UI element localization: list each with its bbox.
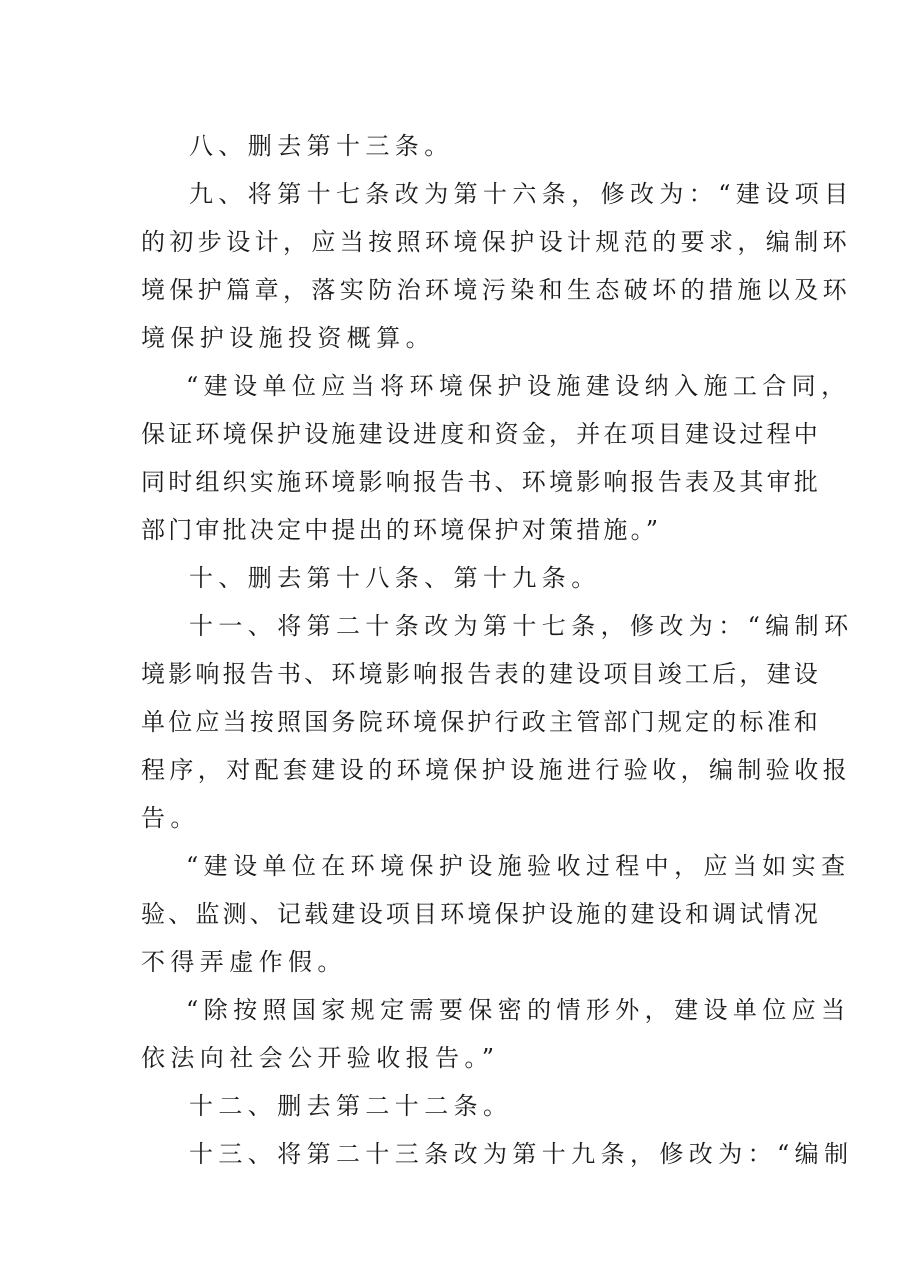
paragraph-item-9-line-2: 的初步设计，应当按照环境保护设计规范的要求，编制环 xyxy=(141,228,851,256)
paragraph-item-9-line-1: 九、将第十七条改为第十六条，修改为：“建设项目 xyxy=(189,180,854,208)
paragraph-item-11-line-2: 境影响报告书、环境影响报告表的建设项目竣工后，建设 xyxy=(141,660,821,688)
paragraph-item-8: 八、删去第十三条。 xyxy=(189,132,454,160)
quote-paragraph-1-line-2: 保证环境保护设施建设进度和资金，并在项目建设过程中 xyxy=(141,420,821,448)
quote-paragraph-1-line-4: 部门审批决定中提出的环境保护对策措施。” xyxy=(141,516,662,544)
paragraph-item-12: 十二、删去第二十二条。 xyxy=(189,1092,513,1120)
quote-paragraph-3-line-1: “除按照国家规定需要保密的情形外，建设单位应当 xyxy=(186,996,851,1024)
quote-paragraph-2-line-2: 验、监测、记载建设项目环境保护设施的建设和调试情况 xyxy=(141,900,821,928)
paragraph-item-9-line-3: 境保护篇章，落实防治环境污染和生态破坏的措施以及环 xyxy=(141,276,851,304)
paragraph-item-9-line-4: 境保护设施投资概算。 xyxy=(141,324,435,352)
quote-paragraph-3-line-2: 依法向社会公开验收报告。” xyxy=(141,1044,500,1072)
quote-paragraph-1-line-3: 同时组织实施环境影响报告书、环境影响报告表及其审批 xyxy=(141,468,821,496)
paragraph-item-11-line-1: 十一、将第二十条改为第十七条，修改为：“编制环 xyxy=(189,612,854,640)
paragraph-item-13-line-1: 十三、将第二十三条改为第十九条，修改为：“编制 xyxy=(189,1140,854,1168)
paragraph-item-11-line-5: 告。 xyxy=(141,804,200,832)
paragraph-item-11-line-4: 程序，对配套建设的环境保护设施进行验收，编制验收报 xyxy=(141,756,851,784)
quote-paragraph-2-line-3: 不得弄虚作假。 xyxy=(141,948,347,976)
paragraph-item-11-line-3: 单位应当按照国务院环境保护行政主管部门规定的标准和 xyxy=(141,708,821,736)
paragraph-item-10: 十、删去第十八条、第十九条。 xyxy=(189,564,601,592)
quote-paragraph-1-line-1: “建设单位应当将环境保护设施建设纳入施工合同， xyxy=(186,372,851,400)
quote-paragraph-2-line-1: “建设单位在环境保护设施验收过程中，应当如实查 xyxy=(186,852,851,880)
